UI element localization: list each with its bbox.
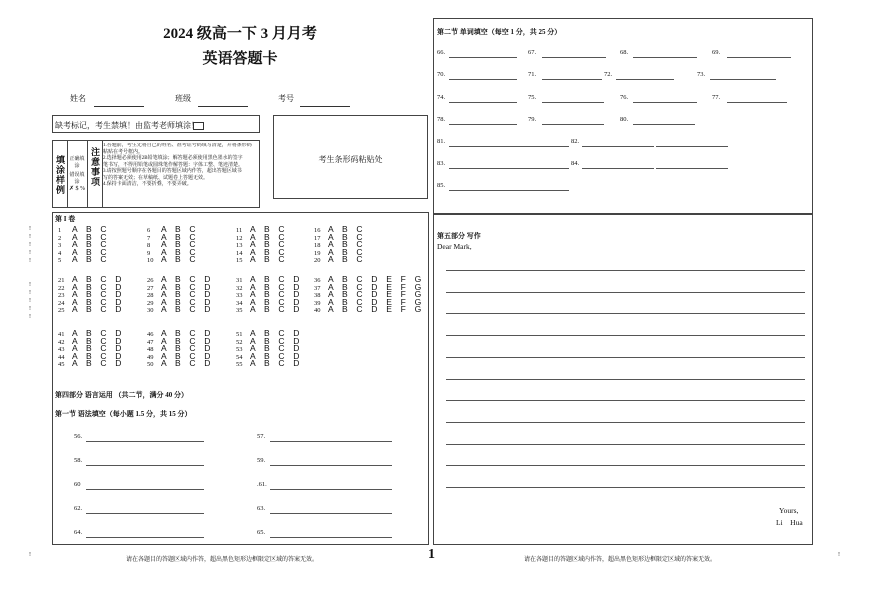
mcq-row[interactable] [236, 256, 288, 264]
word-fill-blank[interactable] [449, 124, 517, 125]
question-number: 31 [236, 277, 243, 284]
answer-options[interactable]: A B C D E F G [328, 304, 425, 315]
answer-options[interactable]: A B C D [72, 358, 125, 369]
question-number: 28 [147, 292, 154, 300]
answer-options[interactable]: A B C D [161, 281, 214, 292]
answer-options[interactable]: A B C D [72, 328, 125, 338]
answer-options[interactable]: A B C [72, 224, 110, 234]
answer-options[interactable]: A B C D [161, 304, 214, 315]
writing-closing: Yours, [779, 506, 799, 515]
grammar-label: 65. [257, 529, 266, 536]
grammar-label: 56. [74, 433, 83, 440]
question-number: 23 [58, 292, 65, 300]
word-fill-blank[interactable] [542, 79, 602, 80]
question-number: 48 [147, 346, 154, 354]
writing-signature: Li Hua [776, 518, 803, 527]
footer-note-right: 请在各题目的答题区域内作答，超出黑色矩形边框限定区域的答案无效。 [524, 557, 717, 563]
answer-options[interactable]: A B C D [250, 304, 303, 315]
mcq-row[interactable] [147, 306, 214, 314]
answer-options[interactable]: A B C [250, 231, 288, 242]
word-fill-blank[interactable] [449, 57, 517, 58]
word-fill-label: 73. [697, 71, 706, 78]
writing-title: 第五部分 写作 [437, 232, 481, 240]
answer-options[interactable]: A B C D [161, 350, 214, 361]
grammar-label: 60 [74, 481, 81, 488]
word-fill-label: 71. [528, 71, 537, 78]
word-fill-blank[interactable] [656, 168, 728, 169]
question-number: 19 [314, 249, 321, 257]
question-number: 30 [147, 307, 154, 315]
word-fill-blank[interactable] [656, 146, 728, 147]
grammar-label: 59. [257, 457, 266, 464]
question-number: 34 [236, 299, 243, 307]
writing-line[interactable] [446, 313, 805, 314]
answer-options[interactable]: A B C D E F G [328, 281, 425, 292]
grammar-label: 57. [257, 433, 266, 440]
word-fill-label: 68. [620, 49, 629, 56]
question-number: 46 [147, 331, 154, 338]
grammar-blank[interactable] [270, 441, 392, 442]
notes-label: 注意事项 [90, 147, 100, 187]
answer-options[interactable]: A B C D E F G [328, 274, 425, 284]
margin-bang: ! [29, 226, 31, 232]
writing-line[interactable] [446, 444, 805, 445]
word-fill-label: 75. [528, 94, 537, 101]
answer-options[interactable]: A B C D [161, 335, 214, 346]
answer-options[interactable]: A B C D [161, 289, 214, 300]
mcq-row[interactable] [58, 256, 110, 264]
question-number: 8 [147, 242, 151, 250]
answer-options[interactable]: A B C [250, 246, 288, 257]
footer-bang-left: ! [29, 552, 31, 558]
answer-options[interactable]: A B C [328, 224, 366, 234]
class-field[interactable] [198, 96, 248, 107]
question-number: 10 [147, 257, 154, 265]
grammar-title: 第一节 语法填空（每小题 1.5 分，共 15 分） [55, 410, 192, 418]
question-number: 35 [236, 307, 243, 315]
answer-options[interactable]: A B C D [72, 274, 125, 284]
writing-line[interactable] [446, 270, 805, 271]
writing-line[interactable] [446, 379, 805, 380]
answer-options[interactable]: A B C D [250, 281, 303, 292]
footer-note-left: 请在各题目的答题区域内作答，超出黑色矩形边框限定区域的答案无效。 [126, 557, 319, 563]
answer-options[interactable]: A B C [250, 254, 288, 265]
question-number: 29 [147, 299, 154, 307]
mcq-row[interactable] [58, 360, 125, 368]
fill-wrong: 错误填涂 [69, 173, 85, 185]
word-fill-blank[interactable] [727, 102, 787, 103]
question-number: 14 [236, 249, 243, 257]
margin-bang: ! [29, 250, 31, 256]
question-number: 6 [147, 227, 151, 234]
part4-title: 第四部分 语言运用 （共二节，满分 40 分） [55, 391, 188, 399]
footer-bang-right: ! [838, 552, 840, 558]
question-number: 38 [314, 292, 321, 300]
instructions-box [52, 140, 260, 208]
answer-options[interactable]: A B C D [250, 335, 303, 346]
question-number: 55 [236, 361, 243, 369]
answer-options[interactable]: A B C D [72, 350, 125, 361]
answer-options[interactable]: A B C [161, 239, 199, 250]
question-number: 53 [236, 346, 243, 354]
answer-options[interactable]: A B C D E F G [328, 289, 425, 300]
margin-bang: ! [29, 282, 31, 288]
question-number: 5 [58, 257, 62, 265]
answer-options[interactable]: A B C D [72, 343, 125, 354]
word-fill-blank[interactable] [542, 57, 606, 58]
margin-bang: ! [29, 306, 31, 312]
question-number: 47 [147, 338, 154, 346]
word-fill-label: 72. [604, 71, 613, 78]
word-fill-blank[interactable] [449, 79, 517, 80]
writing-box [433, 214, 813, 545]
word-fill-blank[interactable] [582, 168, 654, 169]
grammar-label: 64. [74, 529, 83, 536]
grammar-label: 58. [74, 457, 83, 464]
answer-options[interactable]: A B C [328, 246, 366, 257]
answer-options[interactable]: A B C D [250, 274, 303, 284]
word-fill-label: 83. [437, 160, 446, 167]
question-number: 9 [147, 249, 151, 257]
absent-text: 缺考标记，考生禁填！由监考老师填涂！ [55, 121, 199, 130]
answer-options[interactable]: A B C D [250, 289, 303, 300]
grammar-blank[interactable] [270, 537, 392, 538]
answer-options[interactable]: A B C D [161, 328, 214, 338]
writing-line[interactable] [446, 292, 805, 293]
word-fill-blank[interactable] [633, 57, 697, 58]
writing-line[interactable] [446, 357, 805, 358]
answer-options[interactable]: A B C D [161, 274, 214, 284]
answer-options[interactable]: A B C D [250, 296, 303, 307]
mcq-row[interactable] [236, 306, 303, 314]
margin-bang: ! [29, 242, 31, 248]
writing-line[interactable] [446, 335, 805, 336]
answer-options[interactable]: A B C [72, 231, 110, 242]
answer-options[interactable]: A B C [161, 246, 199, 257]
grammar-blank[interactable] [86, 489, 204, 490]
writing-line[interactable] [446, 422, 805, 423]
margin-bang: ! [29, 290, 31, 296]
mcq-row[interactable] [147, 360, 214, 368]
section1-label: 第 I 卷 [55, 215, 76, 223]
question-number: 52 [236, 338, 243, 346]
word-fill-blank[interactable] [449, 190, 569, 191]
grammar-blank[interactable] [86, 513, 204, 514]
exam-no-label: 考号 [278, 94, 294, 103]
question-number: 11 [236, 227, 243, 234]
mcq-row[interactable] [236, 360, 303, 368]
name-field[interactable] [94, 96, 144, 107]
question-number: 41 [58, 331, 65, 338]
exam-no-field[interactable] [300, 96, 350, 107]
word-fill-label: 74. [437, 94, 446, 101]
question-number: 37 [314, 284, 321, 292]
word-fill-label: 84. [571, 160, 580, 167]
question-number: 7 [147, 234, 151, 242]
grammar-blank[interactable] [270, 489, 392, 490]
writing-line[interactable] [446, 465, 805, 466]
class-label: 班级 [175, 94, 191, 103]
question-number: 50 [147, 361, 154, 369]
answer-options[interactable]: A B C D [161, 358, 214, 369]
mcq-row[interactable] [314, 306, 424, 314]
mcq-row[interactable] [314, 256, 366, 264]
question-number: 32 [236, 284, 243, 292]
question-number: 21 [58, 277, 65, 284]
question-number: 20 [314, 257, 321, 265]
answer-options[interactable]: A B C D [72, 335, 125, 346]
grammar-blank[interactable] [270, 465, 392, 466]
question-number: 25 [58, 307, 65, 315]
word-fill-blank[interactable] [582, 146, 654, 147]
question-number: 17 [314, 234, 321, 242]
word-fill-label: 79. [528, 116, 537, 123]
question-number: 49 [147, 353, 154, 361]
answer-options[interactable]: A B C D [72, 289, 125, 300]
word-fill-blank[interactable] [616, 79, 674, 80]
fill-wrong-marks: ✗ $ % [68, 186, 86, 192]
grammar-label: .61. [257, 481, 267, 488]
page-number: 1 [428, 547, 435, 562]
answer-options[interactable]: A B C D [72, 304, 125, 315]
word-fill-blank[interactable] [542, 102, 604, 103]
question-number: 12 [236, 234, 243, 242]
mcq-row[interactable] [147, 256, 199, 264]
word-fill-blank[interactable] [542, 124, 604, 125]
word-fill-blank[interactable] [449, 102, 517, 103]
grammar-blank[interactable] [270, 513, 392, 514]
question-number: 16 [314, 227, 321, 234]
answer-options[interactable]: A B C D [161, 296, 214, 307]
question-number: 15 [236, 257, 243, 265]
name-label: 姓名 [70, 94, 86, 103]
question-number: 42 [58, 338, 65, 346]
barcode-box [273, 115, 428, 199]
answer-options[interactable]: A B C D E F G [328, 296, 425, 307]
writing-line[interactable] [446, 400, 805, 401]
word-fill-blank[interactable] [633, 124, 695, 125]
word-fill-label: 80. [620, 116, 629, 123]
word-fill-label: 76. [620, 94, 629, 101]
exam-title: 2024 级高一下 3 月月考 [163, 26, 317, 42]
question-number: 54 [236, 353, 243, 361]
word-fill-title: 第二节 单词填空（每空 1 分，共 25 分） [437, 28, 562, 36]
answer-options[interactable]: A B C D [250, 343, 303, 354]
grammar-blank[interactable] [86, 537, 204, 538]
answer-options[interactable]: A B C [328, 254, 366, 265]
margin-bang: ! [29, 314, 31, 320]
answer-options[interactable]: A B C [328, 231, 366, 242]
grammar-blank[interactable] [86, 441, 204, 442]
absent-checkbox[interactable] [193, 122, 204, 130]
word-fill-blank[interactable] [710, 79, 776, 80]
notes-text: 1.答题前，考生先将自己的姓名、准考证号码填写清楚，并将条形码 粘贴在考号框内。 2.选择题必须使用2B铅笔填涂；解答题必须使用黑色墨水的签字 笔书写，不得用铅笔或圆珠笔作解答题：字体工整、笔迹清楚。 3.请按照题号顺序在各题目的答题区域内作答，超出答题区域书 写的答案无效；在草稿纸、试题卷上答题无效。 4.保持卡面清洁，不要折叠，不要弄破。 [103, 143, 252, 187]
answer-options[interactable]: A B C D [72, 281, 125, 292]
answer-options[interactable]: A B C D [250, 350, 303, 361]
answer-options[interactable]: A B C [161, 254, 199, 265]
margin-bang: ! [29, 298, 31, 304]
barcode-text: 考生条形码粘贴处 [318, 155, 383, 164]
word-fill-label: 85. [437, 182, 446, 189]
answer-options[interactable]: A B C D [250, 358, 303, 369]
question-number: 13 [236, 242, 243, 250]
word-fill-blank[interactable] [633, 102, 697, 103]
word-fill-label: 77. [712, 94, 721, 101]
question-number: 27 [147, 284, 154, 292]
question-number: 4 [58, 249, 62, 257]
grammar-label: 63. [257, 505, 266, 512]
question-number: 36 [314, 277, 321, 284]
answer-sheet-title: 英语答题卡 [202, 51, 278, 67]
question-number: 40 [314, 307, 321, 315]
question-number: 3 [58, 242, 62, 250]
word-fill-label: 81. [437, 138, 446, 145]
word-fill-label: 69. [712, 49, 721, 56]
word-fill-blank[interactable] [727, 57, 791, 58]
answer-options[interactable]: A B C D [250, 328, 303, 338]
word-fill-label: 78. [437, 116, 446, 123]
word-fill-label: 67. [528, 49, 537, 56]
question-number: 24 [58, 299, 65, 307]
answer-options[interactable]: A B C [72, 246, 110, 257]
question-number: 22 [58, 284, 65, 292]
question-number: 2 [58, 234, 62, 242]
mcq-row[interactable] [58, 306, 125, 314]
answer-options[interactable]: A B C [72, 254, 110, 265]
answer-options[interactable]: A B C [72, 239, 110, 250]
question-number: 45 [58, 361, 65, 369]
answer-options[interactable]: A B C [161, 224, 199, 234]
question-number: 33 [236, 292, 243, 300]
word-fill-blank[interactable] [449, 168, 569, 169]
margin-bang: ! [29, 258, 31, 264]
writing-line[interactable] [446, 487, 805, 488]
question-number: 43 [58, 346, 65, 354]
grammar-label: 62. [74, 505, 83, 512]
answer-options[interactable]: A B C D [161, 343, 214, 354]
question-number: 39 [314, 299, 321, 307]
question-number: 26 [147, 277, 154, 284]
answer-options[interactable]: A B C [250, 224, 288, 234]
answer-options[interactable]: A B C D [72, 296, 125, 307]
word-fill-blank[interactable] [449, 146, 569, 147]
fill-example-label: 填涂样例 [55, 155, 65, 195]
writing-salutation: Dear Mark, [437, 242, 472, 251]
question-number: 44 [58, 353, 65, 361]
word-fill-label: 66. [437, 49, 446, 56]
question-number: 18 [314, 242, 321, 250]
word-fill-label: 82. [571, 138, 580, 145]
question-number: 51 [236, 331, 243, 338]
fill-correct: 正确填涂 [69, 157, 85, 169]
absent-box [52, 115, 260, 133]
question-number: 1 [58, 227, 62, 234]
answer-options[interactable]: A B C [250, 239, 288, 250]
word-fill-label: 70. [437, 71, 446, 78]
margin-bang: ! [29, 234, 31, 240]
grammar-blank[interactable] [86, 465, 204, 466]
answer-options[interactable]: A B C [328, 239, 366, 250]
answer-options[interactable]: A B C [161, 231, 199, 242]
